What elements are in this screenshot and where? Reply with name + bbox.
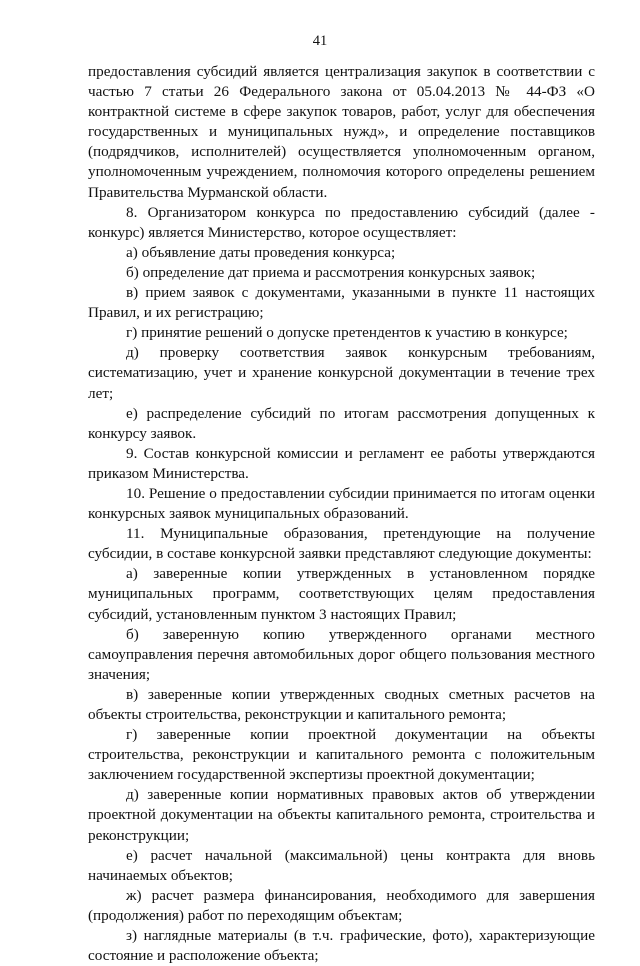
paragraph-item-11zh: ж) расчет размера финансирования, необходимого для завершения (продолжения) работ по переходящим объектам;	[88, 886, 595, 924]
paragraph-item-9: 9. Состав конкурсной комиссии и регламент ее работы утверждаются приказом Министерства.	[88, 444, 595, 482]
paragraph-item-8v: в) прием заявок с документами, указанными в пункте 11 настоящих Правил, и их регистрацию;	[88, 284, 595, 322]
paragraph-item-11z: з) наглядные материалы (в т.ч. графические, фото), характеризующие состояние и расположение объекта;	[88, 927, 595, 965]
paragraph-item-8g: г) принятие решений о допуске претендентов к участию в конкурсе;	[126, 324, 568, 342]
paragraph-item-8a: а) объявление даты проведения конкурса;	[126, 243, 396, 261]
paragraph-item-8: 8. Организатором конкурса по предоставлению субсидий (далее - конкурс) является Министерство, которое осуществляет:	[88, 203, 595, 241]
paragraph-item-11a: а) заверенные копии утвержденных в установленном порядке муниципальных программ, соответствующих целям предоставления субсидий, установленным пунктом 3 настоящих Правил;	[88, 565, 595, 623]
paragraph-item-11: 11. Муниципальные образования, претендующие на получение субсидии, в составе конкурсной заявки представляют следующие документы:	[88, 525, 595, 563]
document-body	[88, 62, 595, 966]
paragraph-item-10: 10. Решение о предоставлении субсидии принимается по итогам оценки конкурсных заявок муниципальных образований.	[88, 484, 595, 523]
page-number: 41	[312, 33, 328, 49]
paragraph-item-11v: в) заверенные копии утвержденных сводных сметных расчетов на объекты строительства, реконструкции и капитального ремонта;	[88, 685, 595, 723]
paragraph-item-11e: е) расчет начальной (максимальной) цены контракта для вновь начинаемых объектов;	[88, 846, 595, 884]
paragraph-item-11g: г) заверенные копии проектной документации на объекты строительства, реконструкции и капитального ремонта с положительным заключением государственной экспертизы проектной документации;	[88, 726, 595, 784]
paragraph-item-11b: б) заверенную копию утвержденного органами местного самоуправления перечня автомобильных дорог общего пользования местного значения;	[88, 625, 595, 683]
paragraph-item-8d: д) проверку соответствия заявок конкурсным требованиям, систематизацию, учет и хранение конкурсной документации в течение трех лет;	[88, 344, 595, 402]
paragraph-item-11d: д) заверенные копии нормативных правовых актов об утверждении проектной документации на объекты капитального ремонта, строительства и реконструкции;	[88, 786, 595, 844]
paragraph-item-8b: б) определение дат приема и рассмотрения конкурсных заявок;	[126, 263, 536, 281]
paragraph-item-8e: е) распределение субсидий по итогам рассмотрения допущенных к конкурсу заявок.	[88, 404, 595, 442]
paragraph-continuation: предоставления субсидий является централизация закупок в соответствии с частью 7 статьи 26 Федерального закона от 05.04.2013 № 44-ФЗ «О контрактной системе в сфере закупок товаров, работ, услуг для обеспечения государственных и муниципальных нужд», и определение поставщиков (подрядчиков, исполнителей) осуществляется уполномоченным органом, уполномоченным учреждением, полномочия которого определены решением Правительства Мурманской области.	[88, 63, 595, 201]
